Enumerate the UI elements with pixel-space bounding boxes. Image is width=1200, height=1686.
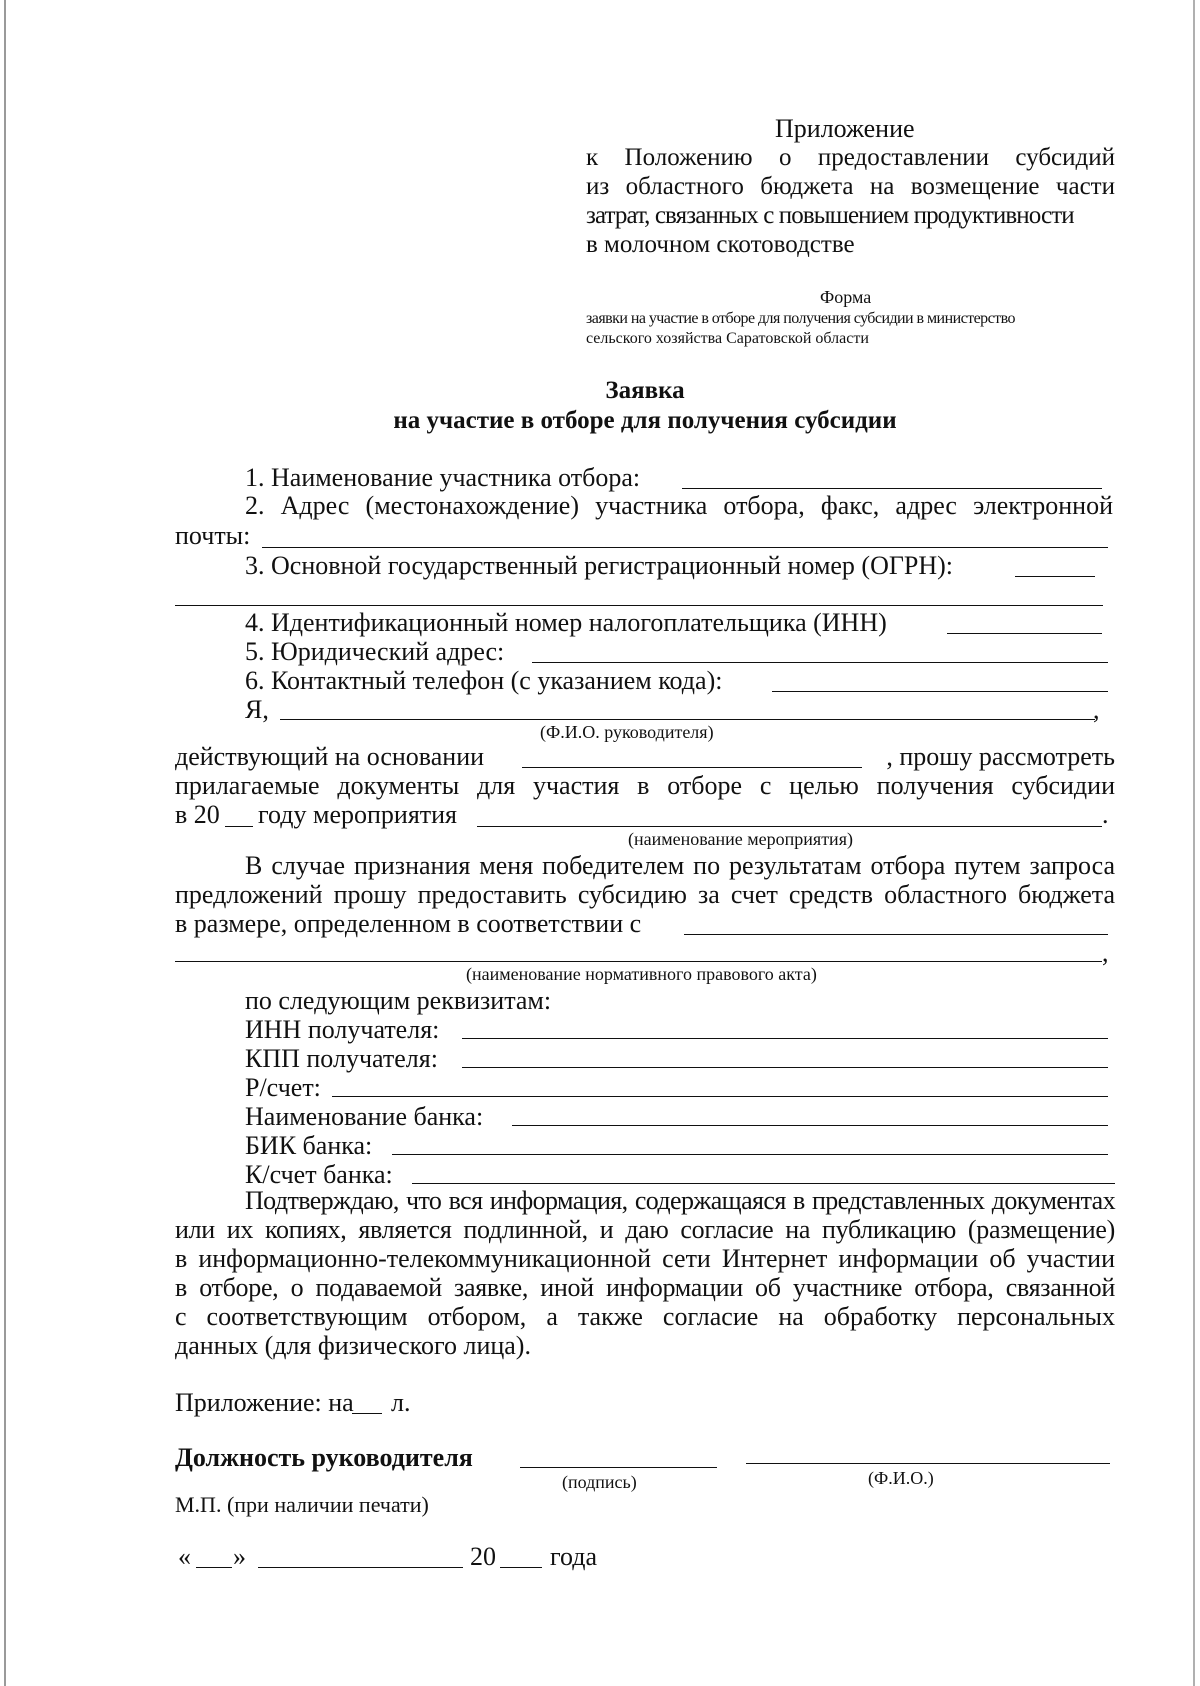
request-ask: , прошу рассмотреть <box>886 742 1115 771</box>
field-inn-line[interactable] <box>947 633 1102 634</box>
requisites-corr-account-line[interactable] <box>412 1183 1115 1184</box>
attachment-suffix: л. <box>391 1388 411 1417</box>
requisites-corr-account-label: К/счет банка: <box>245 1160 393 1189</box>
request-line-2: прилагаемые документы для участия в отборе с целью получения субсидии <box>175 771 1115 800</box>
requisites-kpp-line[interactable] <box>462 1067 1108 1068</box>
winner-line-2: предложений прошу предоставить субсидию за счет средств областного бюджета <box>175 880 1115 909</box>
signature-sign-line[interactable] <box>520 1467 717 1468</box>
confirmation-line-4: в отборе, о подаваемой заявке, иной информации об участнике отбора, связанной <box>175 1273 1115 1302</box>
field-ogrn-line-short[interactable] <box>1015 576 1095 577</box>
winner-act-line-full[interactable] <box>175 961 1102 962</box>
requisites-account-label: Р/счет: <box>245 1073 321 1102</box>
requisites-bik-label: БИК банка: <box>245 1131 373 1160</box>
requisites-bik-line[interactable] <box>392 1154 1108 1155</box>
field-address-cont-label: почты: <box>175 521 251 550</box>
requisites-intro: по следующим реквизитам: <box>245 986 552 1015</box>
appendix-line-2: из областного бюджета на возмещение части <box>586 173 1115 200</box>
appendix-line-1: к Положению о предоставлении субсидий <box>586 144 1115 171</box>
field-director-caption: (Ф.И.О. руководителя) <box>540 722 714 742</box>
request-period: . <box>1102 800 1109 829</box>
signature-position: Должность руководителя <box>175 1443 473 1472</box>
field-phone-line[interactable] <box>772 691 1108 692</box>
field-legal-address-line[interactable] <box>532 662 1108 663</box>
field-i-comma: , <box>1093 695 1100 724</box>
winner-line-3: в размере, определенном в соответствии с <box>175 909 642 938</box>
confirmation-line-5: с соответствующим отбором, а также согласие на обработку персональных <box>175 1302 1115 1331</box>
request-acting-on: действующий на основании <box>175 742 485 771</box>
requisites-account-line[interactable] <box>332 1096 1108 1097</box>
field-director-name-line[interactable] <box>280 719 1095 720</box>
signature-fio-caption: (Ф.И.О.) <box>868 1468 934 1488</box>
date-year-suffix: года <box>550 1542 598 1571</box>
confirmation-line-1: Подтверждаю, что вся информация, содержащаяся в представленных документах <box>245 1186 1115 1215</box>
form-note-title: Форма <box>820 287 872 307</box>
requisites-inn-label: ИНН получателя: <box>245 1015 440 1044</box>
field-legal-address-label: 5. Юридический адрес: <box>245 637 505 666</box>
field-participant-name-line[interactable] <box>682 488 1102 489</box>
form-note-line-2: сельского хозяйства Саратовской области <box>586 330 869 347</box>
field-i-prefix: Я, <box>245 695 269 724</box>
appendix-line-4: в молочном скотоводстве <box>586 231 855 258</box>
request-year-suffix: году мероприятия <box>258 800 458 829</box>
winner-line-1: В случае признания меня победителем по результатам отбора путем запроса <box>245 851 1115 880</box>
request-event-caption: (наименование мероприятия) <box>628 829 853 849</box>
date-day-line[interactable] <box>196 1567 232 1568</box>
document-title: Заявка <box>605 377 685 404</box>
field-address-label: 2. Адрес (местонахождение) участника отбора, факс, адрес электронной <box>245 491 1113 520</box>
field-inn-label: 4. Идентификационный номер налогоплательщика (ИНН) <box>245 608 887 637</box>
request-year-prefix: в 20 <box>175 800 220 829</box>
signature-fio-line[interactable] <box>746 1463 1110 1464</box>
date-close-quote: » <box>233 1542 246 1571</box>
field-address-line[interactable] <box>262 547 1108 548</box>
request-basis-line[interactable] <box>522 767 862 768</box>
appendix-line-3: затрат, связанных с повышением продуктивности <box>586 202 1074 229</box>
date-year-prefix: 20 <box>470 1542 496 1571</box>
request-year-line[interactable] <box>225 826 253 827</box>
confirmation-line-3: в информационно-телекоммуникационной сети Интернет информации об участии <box>175 1244 1115 1273</box>
form-note-line-1: заявки на участие в отборе для получения субсидии в министерство <box>586 310 1015 327</box>
confirmation-last-line: данных (для физического лица). <box>175 1331 531 1360</box>
requisites-kpp-label: КПП получателя: <box>245 1044 438 1073</box>
field-ogrn-line-full[interactable] <box>175 605 1103 606</box>
request-event-line[interactable] <box>477 826 1102 827</box>
date-year-line[interactable] <box>500 1567 542 1568</box>
date-open-quote: « <box>178 1542 191 1571</box>
requisites-bank-name-label: Наименование банка: <box>245 1102 484 1131</box>
signature-stamp: М.П. (при наличии печати) <box>175 1492 429 1517</box>
date-month-line[interactable] <box>258 1567 463 1568</box>
requisites-inn-line[interactable] <box>462 1038 1108 1039</box>
attachment-prefix: Приложение: на <box>175 1388 354 1417</box>
winner-comma: , <box>1102 938 1109 967</box>
field-phone-label: 6. Контактный телефон (с указанием кода): <box>245 666 723 695</box>
winner-act-caption: (наименование нормативного правового акта) <box>466 964 817 984</box>
scan-right-edge <box>1193 0 1195 1686</box>
field-ogrn-label: 3. Основной государственный регистрационный номер (ОГРН): <box>245 551 954 580</box>
requisites-bank-name-line[interactable] <box>512 1125 1108 1126</box>
document-subtitle: на участие в отборе для получения субсидии <box>393 407 897 434</box>
signature-sign-caption: (подпись) <box>562 1472 637 1492</box>
appendix-title: Приложение <box>775 114 915 143</box>
attachment-pages-line[interactable] <box>352 1413 382 1414</box>
confirmation-line-2: или их копиях, является подлинной, и даю согласие на публикацию (размещение) <box>175 1215 1115 1244</box>
field-participant-name-label: 1. Наименование участника отбора: <box>245 463 641 492</box>
scan-left-edge <box>4 0 6 1686</box>
winner-act-line-short[interactable] <box>684 934 1108 935</box>
